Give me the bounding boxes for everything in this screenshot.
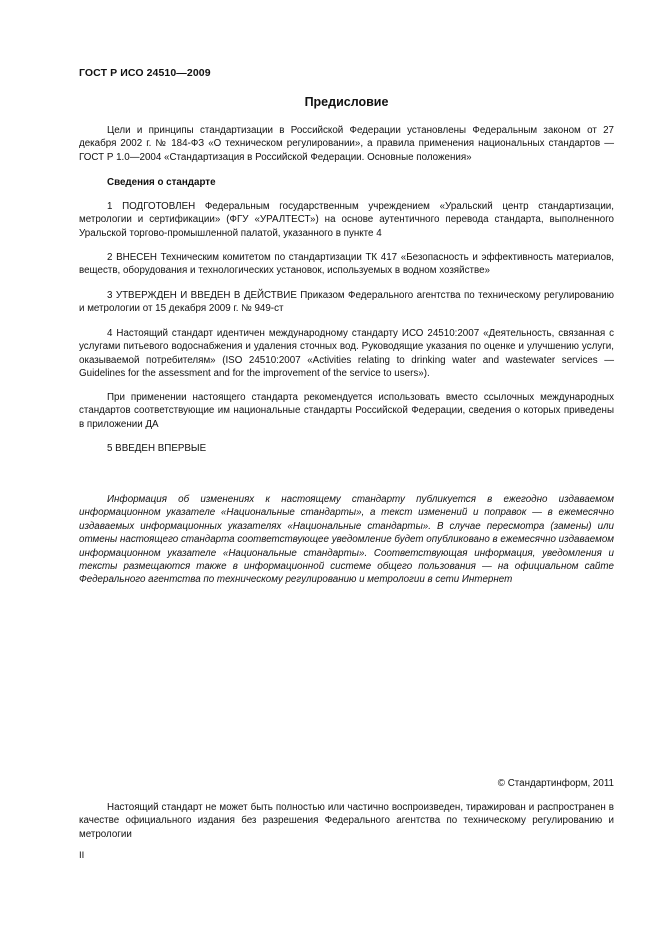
reproduction-paragraph: Настоящий стандарт не может быть полностью или частично воспроизведен, тиражирован и распространен в качестве официального издания без разрешения Федерального агентства по техническому регулированию и метрологии	[79, 802, 614, 840]
info-heading: Сведения о стандарте	[107, 177, 216, 188]
item-3-paragraph: 3 УТВЕРЖДЕН И ВВЕДЕН В ДЕЙСТВИЕ Приказом Федерального агентства по техническому регулированию и метрологии от 15 декабря 2009 г. № 949-ст	[79, 290, 614, 315]
item-5-paragraph: 5 ВВЕДЕН ВПЕРВЫЕ	[107, 443, 207, 454]
item-4-paragraph: 4 Настоящий стандарт идентичен международному стандарту ИСО 24510:2007 «Деятельность, связанная с услугами питьевого водоснабжения и удаления сточных вод. Руководящие указания по оценке и улучшению услуги, оказываемой потребителям» (ISO 24510:2007 «Activities relating to drinking water and wastewater services — Guidelines for the assessment and for the improvement of the service to users»).	[79, 328, 614, 380]
item-4-note-paragraph: При применении настоящего стандарта рекомендуется использовать вместо ссылочных международных стандартов соответствующие им национальные стандарты Российской Федерации, сведения о которых приведены в приложении ДА	[79, 392, 614, 430]
page-number: II	[79, 850, 85, 861]
page-title: Предисловие	[304, 95, 389, 109]
notice-paragraph: Информация об изменениях к настоящему стандарту публикуется в ежегодно издаваемом информационном указателе «Национальные стандарты», а текст изменений и поправок — в ежемесячно издаваемых информационных указателях «Национальные стандарты». В случае пересмотра (замены) или отмены настоящего стандарта соответствующее уведомление будет опубликовано в ежемесячно издаваемом информационном указателе «Национальные стандарты». Соответствующая информация, уведомления и тексты размещаются также в информационной системе общего пользования — на официальном сайте Федерального агентства по техническому регулированию и метрологии в сети Интернет	[79, 494, 614, 586]
item-2-paragraph: 2 ВНЕСЕН Техническим комитетом по стандартизации ТК 417 «Безопасность и эффективность материалов, веществ, оборудования и технологических установок, используемых в водном хозяйстве»	[79, 252, 614, 277]
copyright-line: © Стандартинформ, 2011	[497, 778, 614, 789]
doc-header-code: ГОСТ Р ИСО 24510—2009	[79, 67, 211, 79]
intro-paragraph: Цели и принципы стандартизации в Российской Федерации установлены Федеральным законом от 27 декабря 2002 г. № 184-ФЗ «О техническом регулировании», а правила применения национальных стандартов — ГОСТ Р 1.0—2004 «Стандартизация в Российской Федерации. Основные положения»	[79, 125, 614, 163]
item-1-paragraph: 1 ПОДГОТОВЛЕН Федеральным государственным учреждением «Уральский центр стандартизации, метрологии и сертификации» (ФГУ «УРАЛТЕСТ») на основе аутентичного перевода стандарта, выполненного Уральской торгово-промышленной палатой, указанного в пункте 4	[79, 201, 614, 239]
